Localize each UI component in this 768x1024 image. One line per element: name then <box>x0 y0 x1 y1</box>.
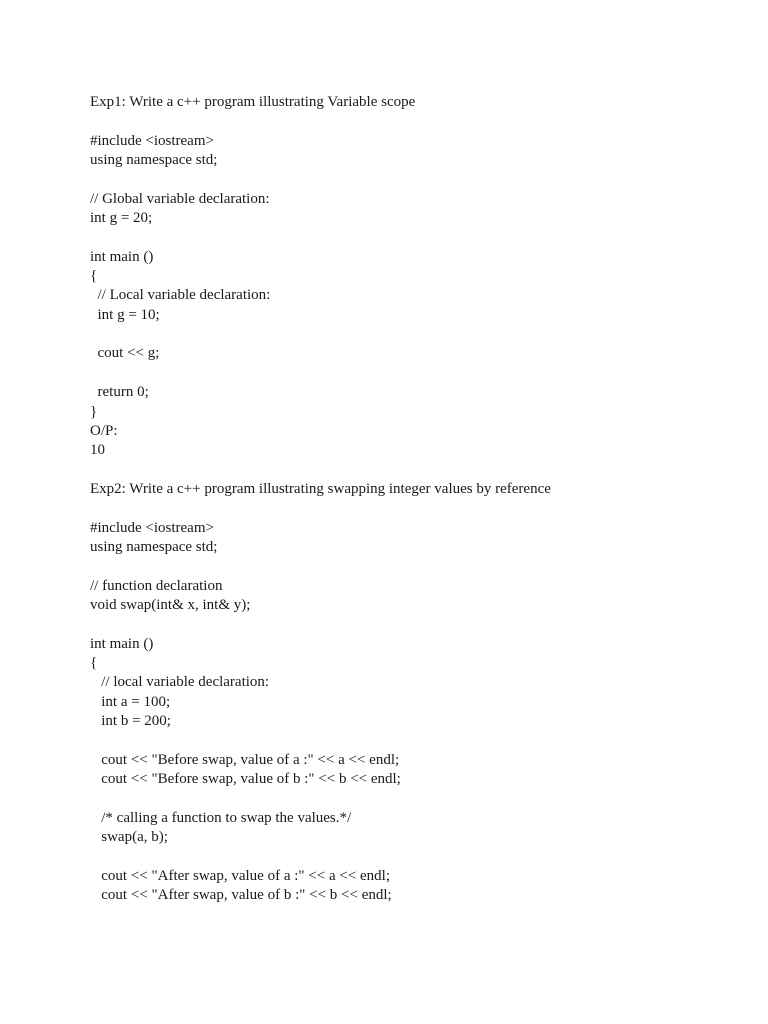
code-line: // function declaration <box>90 577 223 594</box>
code-line: int main () <box>90 635 154 652</box>
code-line: cout << g; <box>90 345 160 362</box>
text-line <box>90 499 740 518</box>
code-line: swap(a, b); <box>90 829 168 846</box>
code-line: #include <iostream> <box>90 519 214 536</box>
code-line: /* calling a function to swap the values.*/ <box>90 809 352 826</box>
code-line: int g = 20; <box>90 210 153 227</box>
code-line: int main () <box>90 248 154 265</box>
text-line <box>90 112 740 131</box>
code-line: using namespace std; <box>90 152 218 169</box>
code-line <box>90 228 740 247</box>
code-line: cout << "After swap, value of a :" << a << endl; <box>90 867 391 884</box>
code-line: cout << "After swap, value of b :" << b << endl; <box>90 887 392 904</box>
output-label: O/P: <box>90 422 118 439</box>
code-line <box>90 789 740 808</box>
code-line <box>90 847 740 866</box>
code-line <box>90 364 740 383</box>
code-line: int b = 200; <box>90 713 171 729</box>
heading-exp2: Exp2: Write a c++ program illustrating swapping integer values by reference <box>90 480 551 497</box>
code-line: int g = 10; <box>90 306 160 323</box>
code-line: cout << "Before swap, value of a :" << a << endl; <box>90 751 400 768</box>
code-line: void swap(int& x, int& y); <box>90 596 251 613</box>
code-line: #include <iostream> <box>90 132 214 149</box>
code-line <box>90 325 740 344</box>
code-line: return 0; <box>90 384 149 401</box>
code-line: cout << "Before swap, value of b :" << b << endl; <box>90 771 401 788</box>
code-line: { <box>90 654 98 671</box>
code-line: int a = 100; <box>90 693 171 710</box>
code-line: // Global variable declaration: <box>90 190 270 207</box>
code-line: } <box>90 403 98 420</box>
code-line: using namespace std; <box>90 538 218 555</box>
output-value: 10 <box>90 442 105 459</box>
heading-exp1: Exp1: Write a c++ program illustrating Variable scope <box>90 94 416 110</box>
text-line <box>90 461 740 480</box>
code-line <box>90 170 740 189</box>
code-line <box>90 731 740 750</box>
code-line: // Local variable declaration: <box>90 287 271 304</box>
document-body <box>90 93 740 905</box>
code-line <box>90 557 740 576</box>
code-line: { <box>90 268 98 285</box>
code-line: // local variable declaration: <box>90 674 270 691</box>
code-line <box>90 615 740 634</box>
